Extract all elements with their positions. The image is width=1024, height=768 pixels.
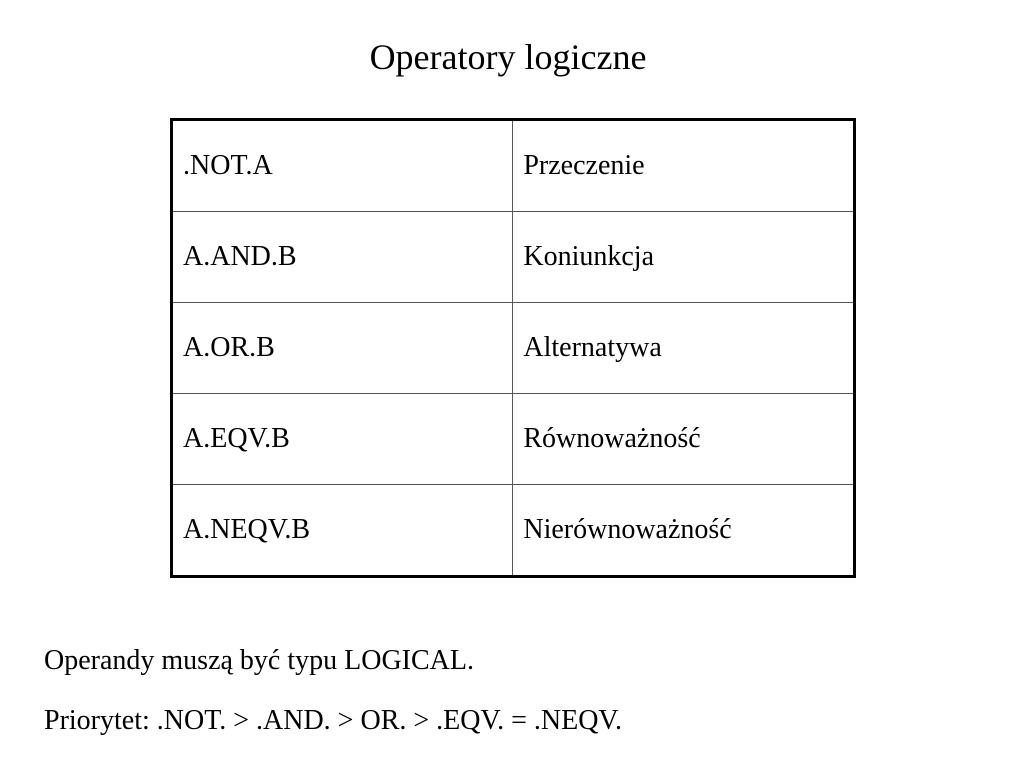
operator-name-cell: Przeczenie	[513, 120, 855, 212]
operator-cell: A.NEQV.B	[172, 485, 513, 577]
operator-cell: A.AND.B	[172, 212, 513, 303]
operator-name-cell: Równoważność	[513, 394, 855, 485]
table-row	[172, 212, 855, 303]
operator-cell: .NOT.A	[172, 120, 513, 212]
table-row	[172, 394, 855, 485]
operator-name-cell: Koniunkcja	[513, 212, 855, 303]
priority-note: Priorytet: .NOT. > .AND. > OR. > .EQV. = .NEQV.	[44, 705, 623, 736]
operand-type-note: Operandy muszą być typu LOGICAL.	[44, 645, 475, 676]
table-row	[172, 485, 855, 577]
table-row	[172, 303, 855, 394]
operator-cell: A.OR.B	[172, 303, 513, 394]
table-row	[172, 120, 855, 212]
operator-cell: A.EQV.B	[172, 394, 513, 485]
operator-name-cell: Alternatywa	[513, 303, 855, 394]
logical-operators-table	[170, 118, 856, 578]
slide-title: Operatory logiczne	[369, 37, 647, 77]
operator-name-cell: Nierównoważność	[513, 485, 855, 577]
